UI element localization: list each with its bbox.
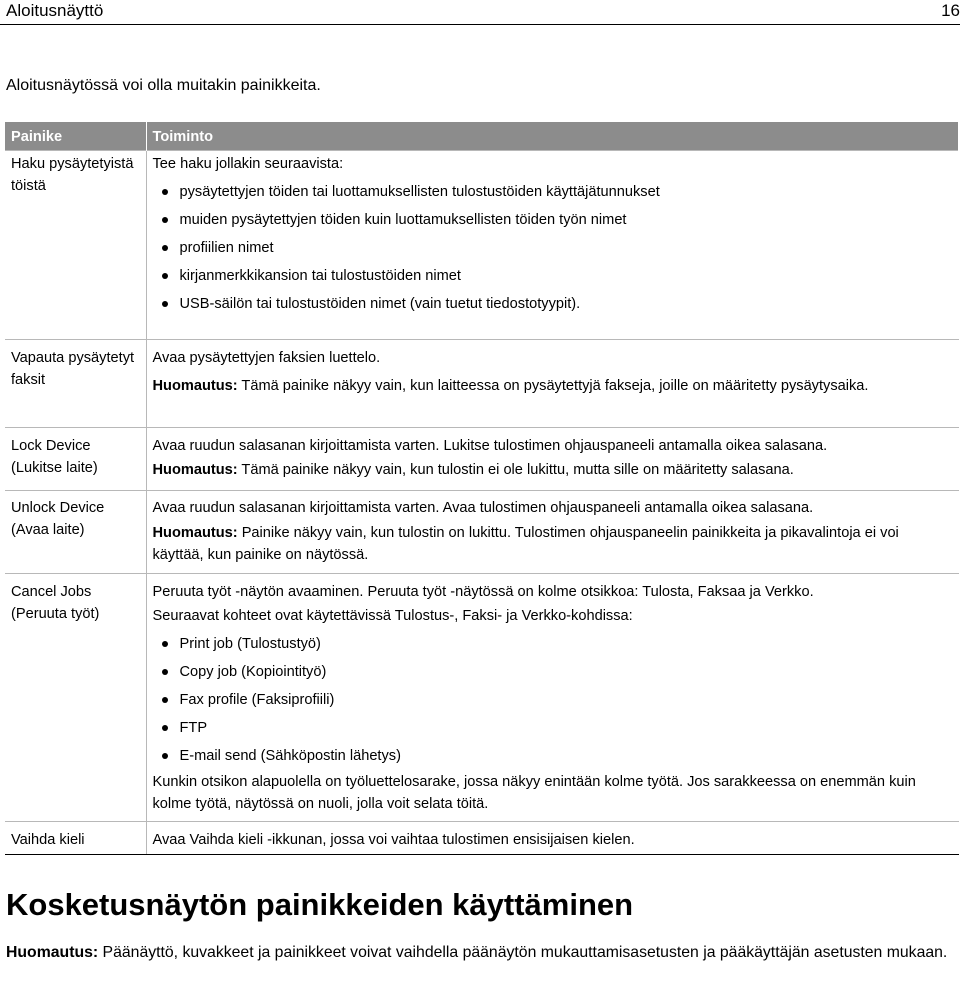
button-name-cell	[5, 491, 146, 574]
function-text: Avaa ruudun salasanan kirjoittamista varten. Avaa tulostimen ohjauspaneeli antamalla oikea salasana.	[152, 500, 814, 516]
section-heading: Kosketusnäytön painikkeiden käyttäminen	[6, 887, 634, 922]
function-text: Avaa pysäytettyjen faksien luettelo.	[152, 350, 381, 366]
list-item: muiden pysäytettyjen töiden kuin luottamuksellisten töiden työn nimet	[153, 209, 953, 231]
table-row	[5, 491, 959, 574]
table-row	[5, 428, 959, 491]
button-name-translation: (Peruuta työt)	[11, 606, 100, 622]
list-item: kirjanmerkkikansion tai tulostustöiden nimet	[153, 265, 953, 287]
bullet-list	[153, 181, 953, 315]
function-cell	[146, 491, 959, 574]
list-item: USB-säilön tai tulostustöiden nimet (vain tuetut tiedostotyypit).	[153, 293, 953, 315]
note	[153, 459, 953, 481]
section-title: Aloitusnäyttö	[6, 1, 104, 20]
list-item: E-mail send (Sähköpostin lähetys)	[153, 745, 953, 767]
button-name-cell	[5, 151, 146, 340]
button-name-cell	[5, 822, 146, 855]
note-label: Huomautus:	[152, 462, 238, 478]
function-text: Peruuta työt -näytön avaaminen. Peruuta työt -näytössä on kolme otsikkoa: Tulosta, Faksaa ja Verkko.	[152, 584, 814, 600]
button-name: Vaihda kieli	[11, 832, 85, 848]
table-header-row	[5, 122, 959, 151]
table-row	[5, 151, 959, 340]
function-cell	[146, 574, 959, 822]
button-name-cell	[5, 428, 146, 491]
function-text: Kunkin otsikon alapuolella on työluettelosarake, jossa näkyy enintään kolme työtä. Jos sarakkeessa on enemmän kuin kolme työtä, näytössä on nuoli, jolla voit selata töitä.	[152, 774, 916, 812]
button-name-translation: (Avaa laite)	[11, 522, 85, 538]
function-cell	[146, 822, 959, 855]
note-text: Painike näkyy vain, kun tulostin on lukittu. Tulostimen ohjauspaneelin painikkeita ja pikavalintoja ei voi käyttää, kun painike on näytössä.	[152, 525, 899, 563]
column-header-button: Painike	[5, 122, 146, 151]
function-cell	[146, 340, 959, 428]
function-text: Avaa ruudun salasanan kirjoittamista varten. Lukitse tulostimen ohjauspaneeli antamalla oikea salasana.	[152, 438, 828, 454]
function-text: Seuraavat kohteet ovat käytettävissä Tulostus-, Faksi- ja Verkko-kohdissa:	[152, 608, 633, 624]
note-label: Huomautus:	[152, 378, 238, 394]
note-label: Huomautus:	[152, 525, 238, 541]
button-name-translation: (Lukitse laite)	[11, 460, 98, 476]
column-header-function: Toiminto	[146, 122, 959, 151]
list-item: FTP	[153, 717, 953, 739]
note-text: Tämä painike näkyy vain, kun tulostin ei ole lukittu, mutta sille on määritetty salasana.	[237, 462, 794, 478]
function-cell	[146, 428, 959, 491]
function-text: Avaa Vaihda kieli -ikkunan, jossa voi vaihtaa tulostimen ensisijaisen kielen.	[152, 832, 635, 848]
buttons-table	[5, 122, 959, 855]
page-number: 16	[941, 1, 960, 20]
function-cell	[146, 151, 959, 340]
button-name: Haku pysäytetyistä töistä	[11, 156, 134, 194]
button-name-cell	[5, 574, 146, 822]
list-item: profiilien nimet	[153, 237, 953, 259]
button-name: Vapauta pysäytetyt faksit	[11, 350, 135, 388]
function-text: Tee haku jollakin seuraavista:	[152, 156, 344, 172]
list-item: Copy job (Kopiointityö)	[153, 661, 953, 683]
button-name: Unlock Device	[11, 500, 105, 516]
page-header	[0, 0, 960, 25]
bottom-note	[6, 941, 956, 964]
button-name: Cancel Jobs	[11, 584, 92, 600]
intro-text: Aloitusnäytössä voi olla muitakin painikkeita.	[6, 77, 321, 94]
note-label: Huomautus:	[6, 944, 99, 961]
note-text: Päänäyttö, kuvakkeet ja painikkeet voivat vaihdella päänäytön mukauttamisasetusten ja pääkäyttäjän asetusten mukaan.	[98, 944, 948, 961]
list-item: pysäytettyjen töiden tai luottamuksellisten tulostustöiden käyttäjätunnukset	[153, 181, 953, 203]
list-item: Print job (Tulostustyö)	[153, 633, 953, 655]
list-item: Fax profile (Faksiprofiili)	[153, 689, 953, 711]
bullet-list	[153, 633, 953, 767]
note	[153, 375, 953, 397]
table-row	[5, 822, 959, 855]
table-row	[5, 340, 959, 428]
button-name: Lock Device	[11, 438, 91, 454]
note	[153, 522, 953, 566]
button-name-cell	[5, 340, 146, 428]
table-row	[5, 574, 959, 822]
note-text: Tämä painike näkyy vain, kun laitteessa on pysäytettyjä fakseja, joille on määritetty pysäytysaika.	[237, 378, 869, 394]
